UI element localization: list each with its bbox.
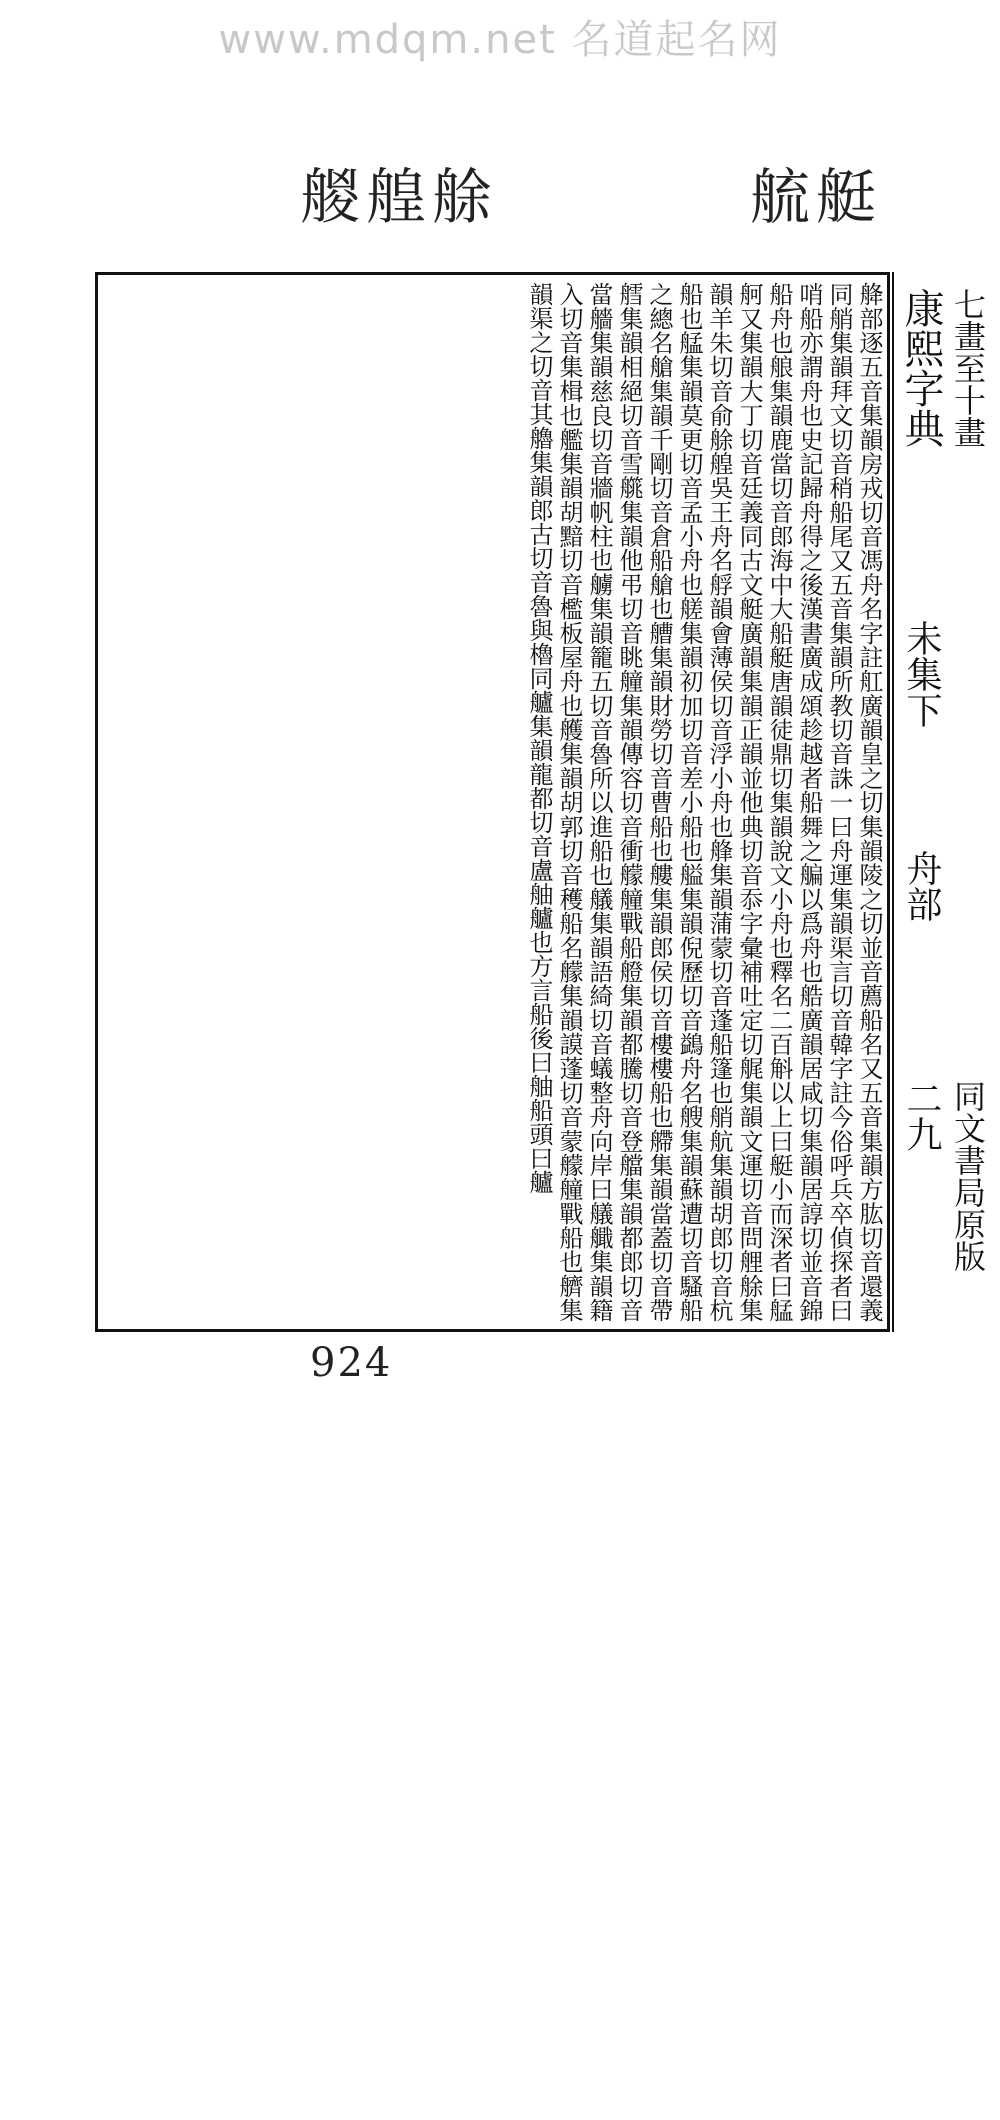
stroke-range-label: 七畫至十畫 (949, 288, 987, 448)
radical-label: 舟部 (901, 850, 942, 922)
frame-divider (892, 272, 894, 1332)
header-chars-left: 艐艎艅 (300, 163, 498, 233)
folio-number: 二九 (901, 1080, 942, 1152)
dictionary-body-text: 舽部逐五音集韻房戎切音馮舟名字註舡廣韻皇之切集韻陵之切並音薦船名又五音集韻方肱切音還義同艄集韻拜文切音稍船尾又五音集韻所教切音誅一曰舟運集韻渠言切音韓字註今俗呼兵卒偵探者曰哨船亦謂舟也史記歸舟得之後漢書廣成頌趁越者船舞之艑以爲舟也艁廣韻居咸切集韻居諄切並音錦船舟也艆集韻鹿當切音郎海中大船艇唐韻徒鼎切集韻說文小舟也釋名二百斛以上曰艇小而深者曰艋舸又集韻大丁切音廷義同古文艇廣韻集韻正韻並他典切音忝字彙補吐定切艉集韻文運切音問艃艅集韻羊朱切音俞艅艎吳王舟名艀韻會薄侯切音浮小舟也艂集韻蒲蒙切音蓬船篷也艄航集韻胡郎切音杭船也艋集韻莫更切音孟小舟也艖集韻初加切音差小船也艗集韻倪歷切音鷁舟名艘集韻蘇遭切音騷船之總名艙集韻千剛切音倉船艙也艚集韻財勞切音曹船也艛集韻郎侯切音樓樓船也艜集韻當蓋切音帶艝集韻相絕切音雪艞集韻他弔切音眺艟集韻傳容切音衝艨艟戰船艠集韻都騰切音登艡集韻都郎切音當艢集韻慈良切音牆帆柱也艣集韻籠五切音魯所以進船也艤集韻語綺切音蟻整舟向岸曰艤艥集韻籍入切音集楫也艦集韻胡黯切音檻板屋舟也艧集韻胡郭切音穫船名艨集韻謨蓬切音蒙艨艟戰船也艩集韻渠之切音其艪集韻郎古切音魯與櫓同艫集韻龍都切音盧舳艫也方言船後曰舳船頭曰艫 (525, 282, 883, 1322)
dictionary-title: 康熙字典 (898, 288, 944, 448)
page-number: 924 (310, 1340, 393, 1386)
publisher-label: 同文書局原版 (949, 1080, 987, 1272)
watermark-text: www.mdqm.net 名道起名网 (218, 17, 782, 63)
header-chars-right: 艈艇 (750, 163, 882, 233)
volume-label: 未集下 (901, 620, 942, 728)
